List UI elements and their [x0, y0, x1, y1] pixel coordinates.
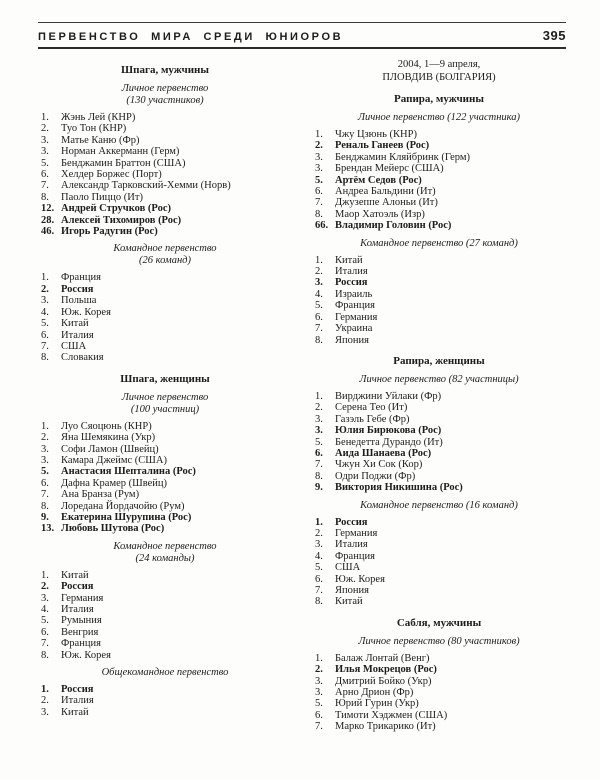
- competitor-name: Любовь Шутова (Рос): [61, 523, 165, 535]
- page-header-title: ПЕРВЕНСТВО МИРА СРЕДИ ЮНИОРОВ: [38, 31, 344, 43]
- competitor-name: Юж. Корея: [61, 649, 111, 661]
- competitor-name: Дафна Крамер (Швейц): [61, 477, 168, 489]
- result-list-foil-women-individual: [312, 391, 566, 494]
- result-row: [312, 186, 566, 197]
- competitor-name: Италия: [61, 604, 94, 615]
- competitor-name: Япония: [335, 334, 369, 346]
- competition-subheading: [38, 667, 292, 679]
- rank-number: 8.: [41, 500, 49, 512]
- competitor-name: Анастасия Шепталина (Рос): [61, 466, 196, 478]
- competitor-name: Италия: [61, 695, 94, 707]
- competitor-name: Серена Тео (Ит): [335, 402, 408, 414]
- rank-number: 5.: [41, 615, 49, 627]
- rank-number: 4.: [41, 306, 49, 318]
- result-row: [312, 562, 566, 573]
- competitor-name: Юлия Бирюкова (Рос): [335, 425, 442, 437]
- result-row: [312, 596, 566, 607]
- competitor-name: Брендан Мейерс (США): [335, 163, 444, 175]
- result-list-foil-men-individual: [312, 129, 566, 232]
- rank-number: 4.: [315, 288, 323, 300]
- rank-number: 3.: [315, 151, 323, 163]
- result-row: [38, 684, 292, 695]
- result-row: [38, 581, 292, 592]
- result-row: [38, 158, 292, 169]
- competitor-name: Софи Ламон (Швейц): [61, 443, 159, 455]
- page-number: 395: [542, 28, 566, 43]
- rank-number: 2.: [315, 402, 323, 414]
- result-row: [38, 180, 292, 191]
- competitor-name: Александр Тарковский-Хемми (Норв): [61, 180, 231, 192]
- competitor-name: Яна Шемякина (Укр): [61, 432, 156, 444]
- rank-number: 7.: [315, 721, 323, 733]
- rank-number: 8.: [315, 596, 323, 608]
- result-row: [38, 615, 292, 626]
- competitor-name: Венгрия: [61, 626, 99, 638]
- rank-number: 1.: [41, 420, 49, 432]
- competitor-name: Китай: [61, 318, 89, 330]
- subheading-line: Командное первенство: [113, 243, 217, 255]
- rank-number: 2.: [41, 283, 49, 295]
- competitor-name: Андреа Бальдини (Ит): [335, 186, 436, 198]
- result-row: [38, 215, 292, 226]
- competitor-name: Германия: [61, 592, 104, 604]
- competitor-name: Лоредана Йордачойю (Рум): [61, 500, 185, 512]
- competitor-name: Россия: [335, 516, 368, 528]
- rank-number: 8.: [315, 470, 323, 482]
- competition-subheading: [38, 83, 292, 107]
- competition-subheading: [38, 541, 292, 565]
- result-row: [38, 638, 292, 649]
- result-row: [312, 175, 566, 186]
- result-row: [38, 421, 292, 432]
- result-row: [312, 277, 566, 288]
- competitor-name: Украина: [335, 323, 373, 335]
- result-row: [38, 123, 292, 134]
- section-heading: Рапира, женщины: [393, 354, 485, 367]
- result-row: [38, 203, 292, 214]
- competitor-name: Россия: [61, 684, 94, 696]
- rank-number: 1.: [315, 129, 323, 140]
- result-row: [38, 307, 292, 318]
- rank-number: 13.: [41, 523, 55, 535]
- rank-number: 5.: [41, 318, 49, 330]
- result-list-foil-women-teams: [312, 517, 566, 608]
- rank-number: 7.: [315, 323, 323, 335]
- competitor-name: Польша: [61, 295, 97, 307]
- rank-number: 7.: [315, 459, 323, 471]
- result-row: [312, 517, 566, 528]
- result-row: [312, 209, 566, 220]
- rank-number: 3.: [315, 277, 323, 289]
- competitor-name: Джузеппе Алоньи (Ит): [335, 197, 438, 209]
- result-row: [312, 255, 566, 266]
- rank-number: 12.: [41, 203, 55, 215]
- competitor-name: США: [335, 562, 361, 574]
- result-row: [312, 425, 566, 436]
- competitor-name: Балаж Лонтай (Венг): [335, 652, 430, 664]
- event-info-line: ПЛОВДИВ (БОЛГАРИЯ): [382, 72, 496, 83]
- rank-number: 6.: [41, 626, 49, 638]
- competitor-name: Япония: [335, 585, 369, 596]
- competitor-name: Игорь Радугин (Рос): [61, 226, 158, 238]
- competitor-name: Дмитрий Бойко (Укр): [335, 675, 432, 687]
- result-row: [38, 523, 292, 534]
- result-row: [38, 330, 292, 341]
- competitor-name: Германия: [335, 527, 378, 539]
- competitor-name: Франция: [61, 638, 101, 650]
- subheading-line: Личное первенство (80 участников): [358, 635, 520, 647]
- result-row: [312, 676, 566, 687]
- competitor-name: Аида Шанаева (Рос): [335, 447, 432, 459]
- rank-number: 3.: [41, 146, 49, 158]
- competitor-name: Вирджини Уйлаки (Фр): [335, 390, 442, 402]
- competitor-name: Китай: [335, 596, 363, 608]
- result-row: [312, 585, 566, 596]
- right-column: [312, 55, 566, 734]
- rank-number: 1.: [315, 254, 323, 266]
- rank-number: 7.: [315, 197, 323, 209]
- competition-subheading: [312, 112, 566, 124]
- section-heading: Шпага, женщины: [120, 372, 210, 385]
- rank-number: 1.: [315, 390, 323, 402]
- rank-number: 9.: [315, 482, 323, 494]
- competitor-name: Россия: [335, 277, 368, 289]
- competitor-name: Чжун Хи Сок (Кор): [335, 459, 423, 471]
- rank-number: 3.: [41, 295, 49, 307]
- result-row: [312, 687, 566, 698]
- header-rule: [38, 47, 566, 49]
- competitor-name: Китай: [61, 569, 89, 581]
- result-row: [38, 169, 292, 180]
- event-info-line: 2004, 1—9 апреля,: [397, 59, 481, 70]
- competitor-name: Владимир Головин (Рос): [335, 220, 452, 232]
- rank-number: 1.: [41, 112, 49, 123]
- result-list-epee-women-individual: [38, 421, 292, 535]
- rank-number: 5.: [315, 300, 323, 312]
- result-row: [38, 295, 292, 306]
- result-row: [38, 478, 292, 489]
- competitor-name: Хелдер Боржес (Порт): [61, 169, 162, 181]
- subheading-line: (100 участниц): [130, 403, 200, 415]
- result-row: [312, 664, 566, 675]
- rank-number: 6.: [315, 186, 323, 198]
- rank-number: 4.: [41, 604, 49, 615]
- result-row: [312, 482, 566, 493]
- rank-number: 3.: [41, 592, 49, 604]
- competitor-name: Артём Седов (Рос): [335, 174, 422, 186]
- rank-number: 8.: [41, 352, 49, 364]
- section-heading: Рапира, мужчины: [394, 93, 484, 105]
- competition-subheading: [38, 392, 292, 416]
- competitor-name: Газэль Гебе (Фр): [335, 413, 410, 425]
- section-heading: Сабля, мужчины: [396, 616, 482, 629]
- competitor-name: Россия: [61, 581, 94, 593]
- result-row: [38, 455, 292, 466]
- subheading-line: Командное первенство (27 команд): [360, 237, 518, 249]
- rank-number: 3.: [315, 413, 323, 425]
- rank-number: 3.: [315, 539, 323, 551]
- competition-subheading: [38, 243, 292, 267]
- result-row: [312, 448, 566, 459]
- competitor-name: Одри Поджи (Фр): [335, 470, 416, 482]
- competitor-name: Марко Трикарико (Ит): [335, 721, 436, 733]
- rank-number: 3.: [315, 163, 323, 175]
- rank-number: 5.: [315, 174, 323, 186]
- competitor-name: Екатерина Шурупина (Рос): [61, 511, 192, 523]
- rank-number: 6.: [315, 311, 323, 323]
- rank-number: 4.: [315, 550, 323, 562]
- rank-number: 3.: [41, 443, 49, 455]
- competitor-name: Луо Сяоцюнь (КНР): [61, 420, 152, 432]
- competitor-name: Юж. Корея: [335, 573, 385, 585]
- result-row: [312, 129, 566, 140]
- result-row: [38, 707, 292, 718]
- competitor-name: Бенджамин Кляйбринк (Герм): [335, 151, 470, 163]
- competitor-name: Словакия: [61, 352, 104, 364]
- result-row: [38, 444, 292, 455]
- result-row: [312, 402, 566, 413]
- rank-number: 2.: [315, 266, 323, 278]
- result-row: [38, 284, 292, 295]
- result-row: [312, 653, 566, 664]
- result-row: [312, 266, 566, 277]
- rank-number: 7.: [41, 489, 49, 501]
- result-row: [38, 593, 292, 604]
- subheading-line: (130 участников): [126, 95, 204, 106]
- result-row: [312, 574, 566, 585]
- competitor-name: Камара Джеймс (США): [61, 454, 167, 466]
- competitor-name: Юж. Корея: [61, 306, 111, 318]
- result-row: [38, 466, 292, 477]
- result-row: [312, 698, 566, 709]
- competitor-name: Алексей Тихомиров (Рос): [61, 214, 182, 226]
- rank-number: 3.: [315, 675, 323, 687]
- rank-number: 6.: [41, 329, 49, 341]
- rank-number: 46.: [41, 226, 55, 238]
- competitor-name: Юрий Гурин (Укр): [335, 698, 419, 710]
- result-row: [38, 570, 292, 581]
- competitor-name: Россия: [61, 283, 94, 295]
- result-row: [38, 627, 292, 638]
- competitor-name: Паоло Пиццо (Ит): [61, 191, 143, 203]
- result-row: [312, 551, 566, 562]
- competitor-name: Туо Тон (КНР): [61, 123, 127, 135]
- rank-number: 7.: [41, 340, 49, 352]
- rank-number: 2.: [41, 581, 49, 593]
- competitor-name: Реналь Ганеев (Рос): [335, 140, 430, 152]
- rank-number: 2.: [41, 432, 49, 444]
- rank-number: 8.: [315, 208, 323, 220]
- rank-number: 5.: [41, 466, 49, 478]
- competitor-name: Виктория Никишина (Рос): [335, 482, 463, 494]
- rank-number: 3.: [315, 425, 323, 437]
- rank-number: 28.: [41, 214, 55, 226]
- result-row: [38, 512, 292, 523]
- competitor-name: США: [61, 340, 87, 352]
- result-row: [312, 471, 566, 482]
- competitor-name: Норман Аккерманн (Герм): [61, 146, 180, 158]
- result-row: [312, 312, 566, 323]
- rank-number: 9.: [41, 511, 49, 523]
- result-list-sabre-men-individual: [312, 653, 566, 733]
- rank-number: 1.: [41, 684, 49, 696]
- rank-number: 8.: [41, 649, 49, 661]
- competitor-name: Китай: [335, 254, 363, 266]
- competitor-name: Германия: [335, 311, 378, 323]
- result-row: [38, 318, 292, 329]
- result-row: [312, 414, 566, 425]
- competitor-name: Франция: [61, 272, 101, 284]
- rank-number: 8.: [41, 191, 49, 203]
- event-info: [312, 58, 566, 84]
- left-column: [38, 55, 292, 734]
- result-row: [38, 650, 292, 661]
- result-row: [312, 710, 566, 721]
- competitor-name: Франция: [335, 550, 375, 562]
- competitor-name: Арно Дрион (Фр): [335, 687, 414, 699]
- result-row: [312, 163, 566, 174]
- competitor-name: Илья Мокрецов (Рос): [335, 664, 437, 676]
- result-row: [312, 220, 566, 231]
- rank-number: 66.: [315, 220, 329, 232]
- competitor-name: Италия: [61, 329, 94, 341]
- competitor-name: Италия: [335, 266, 368, 278]
- subheading-line: Личное первенство (122 участника): [357, 112, 521, 123]
- subheading-line: Командное первенство: [113, 540, 217, 552]
- result-row: [312, 323, 566, 334]
- result-list-foil-men-teams: [312, 255, 566, 346]
- result-row: [312, 152, 566, 163]
- page-header: [38, 23, 566, 47]
- competition-subheading: [312, 238, 566, 250]
- result-row: [38, 604, 292, 615]
- section-heading: Шпага, мужчины: [121, 64, 209, 76]
- result-row: [38, 341, 292, 352]
- result-row: [312, 721, 566, 732]
- competitor-name: Израиль: [335, 288, 373, 300]
- rank-number: 3.: [41, 454, 49, 466]
- rank-number: 6.: [41, 169, 49, 181]
- rank-number: 7.: [41, 638, 49, 650]
- competition-subheading: [312, 500, 566, 512]
- competitor-name: Китай: [61, 706, 89, 718]
- rank-number: 2.: [315, 664, 323, 676]
- result-row: [312, 335, 566, 346]
- rank-number: 5.: [315, 698, 323, 710]
- competitor-name: Бенджамин Браттон (США): [61, 157, 186, 169]
- competitor-name: Италия: [335, 539, 368, 551]
- competitor-name: Ана Бранза (Рум): [61, 489, 140, 501]
- result-row: [312, 289, 566, 300]
- subheading-line: (26 команд): [139, 255, 191, 267]
- result-row: [38, 135, 292, 146]
- result-row: [38, 489, 292, 500]
- subheading-line: Командное первенство (16 команд): [360, 499, 518, 511]
- rank-number: 7.: [41, 180, 49, 192]
- competition-subheading: [312, 374, 566, 386]
- result-row: [38, 112, 292, 123]
- rank-number: 5.: [315, 562, 323, 574]
- subheading-line: Личное первенство: [121, 83, 209, 94]
- rank-number: 8.: [315, 334, 323, 346]
- competitor-name: Румыния: [61, 615, 102, 627]
- rank-number: 3.: [41, 706, 49, 718]
- rank-number: 2.: [41, 695, 49, 707]
- result-row: [38, 501, 292, 512]
- rank-number: 1.: [315, 652, 323, 664]
- competitor-name: Жэнь Лей (КНР): [61, 112, 136, 123]
- subheading-line: Личное первенство (82 участницы): [359, 373, 519, 385]
- rank-number: 1.: [315, 516, 323, 528]
- rank-number: 2.: [41, 123, 49, 135]
- result-row: [38, 695, 292, 706]
- rank-number: 6.: [315, 709, 323, 721]
- rank-number: 1.: [41, 569, 49, 581]
- result-row: [38, 146, 292, 157]
- result-list-overall-teams: [38, 684, 292, 718]
- competitor-name: Франция: [335, 300, 375, 312]
- result-row: [312, 391, 566, 402]
- rank-number: 6.: [41, 477, 49, 489]
- result-row: [312, 197, 566, 208]
- result-row: [312, 539, 566, 550]
- competitor-name: Маор Хатоэль (Изр): [335, 208, 425, 220]
- competitor-name: Бенедетта Дурандо (Ит): [335, 436, 443, 448]
- rank-number: 6.: [315, 447, 323, 459]
- subheading-line: Личное первенство: [121, 391, 209, 403]
- competitor-name: Андрей Стручков (Рос): [61, 203, 171, 215]
- rank-number: 5.: [315, 436, 323, 448]
- result-list-epee-men-individual: [38, 112, 292, 237]
- rank-number: 6.: [315, 573, 323, 585]
- subheading-line: Общекомандное первенство: [101, 667, 229, 679]
- two-column-layout: [38, 55, 566, 734]
- result-row: [38, 352, 292, 363]
- rank-number: 3.: [41, 134, 49, 146]
- rank-number: 7.: [315, 585, 323, 596]
- result-row: [312, 459, 566, 470]
- result-list-epee-women-teams: [38, 570, 292, 661]
- competitor-name: Матье Каню (Фр): [61, 134, 140, 146]
- result-row: [312, 140, 566, 151]
- rank-number: 2.: [315, 527, 323, 539]
- result-row: [312, 300, 566, 311]
- rank-number: 2.: [315, 140, 323, 152]
- result-list-epee-men-teams: [38, 272, 292, 363]
- rank-number: 3.: [315, 687, 323, 699]
- rank-number: 1.: [41, 272, 49, 284]
- result-row: [38, 226, 292, 237]
- subheading-line: (24 команды): [135, 552, 195, 564]
- result-row: [38, 432, 292, 443]
- rank-number: 5.: [41, 157, 49, 169]
- competitor-name: Тимоти Хэджмен (США): [335, 709, 448, 721]
- result-row: [38, 192, 292, 203]
- result-row: [38, 272, 292, 283]
- result-row: [312, 437, 566, 448]
- competitor-name: Чжу Цзюнь (КНР): [335, 129, 417, 140]
- result-row: [312, 528, 566, 539]
- competition-subheading: [312, 636, 566, 648]
